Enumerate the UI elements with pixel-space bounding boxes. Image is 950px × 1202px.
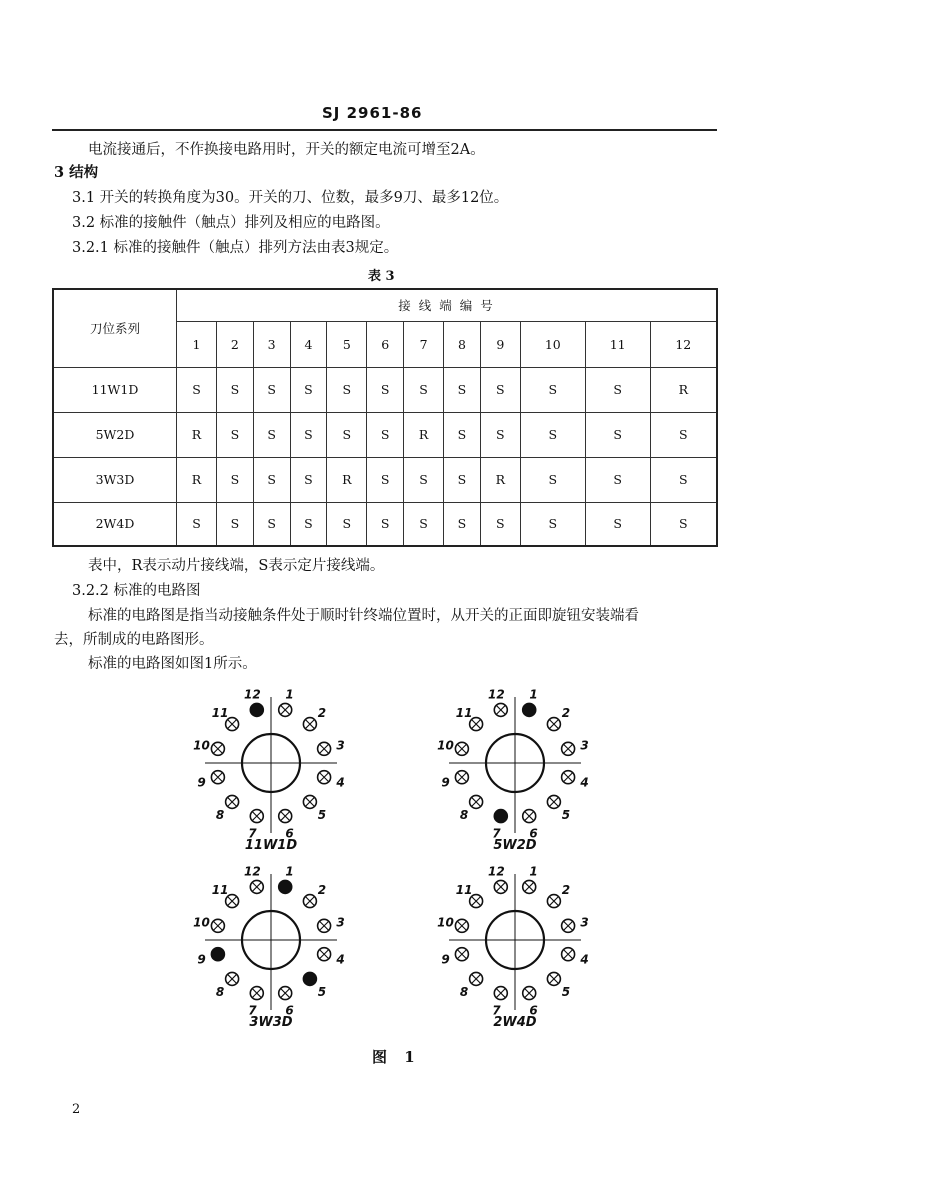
circuit-diagram-3w3d [183,860,373,1030]
column-header: 11 [585,321,650,367]
row-header: 11W1D [53,367,177,412]
terminal-number: 12 [488,687,505,702]
table-row [53,412,717,457]
terminal-number: 7 [492,826,501,841]
table-cell: S [327,367,367,412]
terminal-number: 11 [211,883,229,898]
terminal-number: 2 [317,883,327,898]
terminal-number: 1 [285,864,294,879]
standard-number: SJ 2961-86 [322,104,423,122]
terminal-number: 2 [561,706,571,721]
clause-3-2: 3.2 标准的接触件（触点）排列及相应的电路图。 [72,215,390,231]
table-group-header: 接 线 端 编 号 [177,289,718,321]
table-note: 表中，R表示动片接线端，S表示定片接线端。 [88,558,385,574]
table-cell: S [177,502,217,546]
diagram-label: 2W4D [493,1015,537,1030]
terminal-number: 8 [459,807,469,822]
table-cell: S [444,502,481,546]
circuit-diagram-svg [427,683,617,853]
column-header: 7 [404,321,444,367]
column-header: 8 [444,321,481,367]
moving-terminal [303,972,316,985]
table-cell: S [290,367,327,412]
terminal-number: 4 [580,775,589,790]
terminal-number: 10 [193,738,210,753]
table-caption: 表 3 [368,269,395,284]
table-cell: S [650,412,717,457]
terminal-number: 12 [244,687,261,702]
table-cell: S [444,457,481,502]
table-corner: 刀位系列 [53,289,177,367]
terminal-number: 6 [529,1003,538,1018]
table-cell: S [327,502,367,546]
header-rule [52,129,717,131]
figure-caption: 图 1 [372,1048,421,1066]
table-cell: S [480,412,520,457]
terminal-number: 10 [437,738,454,753]
terminal-number: 6 [285,1003,294,1018]
clause-3-1: 3.1 开关的转换角度为30。开关的刀、位数，最多9刀、最多12位。 [72,190,509,206]
table-cell: S [404,502,444,546]
terminal-number: 9 [197,775,206,790]
terminal-number: 3 [336,915,345,930]
column-header: 10 [520,321,585,367]
row-header: 5W2D [53,412,177,457]
table-cell: S [650,457,717,502]
terminal-number: 11 [455,883,473,898]
table-cell: S [253,367,290,412]
terminal-number: 12 [244,864,261,879]
table-cell: S [253,457,290,502]
table-cell: S [520,457,585,502]
page-number: 2 [72,1102,81,1117]
table-cell: S [404,367,444,412]
terminal-number: 4 [336,952,345,967]
moving-terminal [494,810,507,823]
terminal-number: 9 [441,952,450,967]
moving-terminal [523,703,536,716]
circuit-diagram-5w2d [427,683,617,853]
terminal-number: 5 [561,807,571,822]
table-cell: S [217,367,254,412]
column-header: 1 [177,321,217,367]
table-cell: R [177,457,217,502]
terminal-number: 11 [211,706,229,721]
column-header: 3 [253,321,290,367]
table-cell: S [520,502,585,546]
table-cell: S [585,367,650,412]
circuit-diagram-svg [427,860,617,1030]
diagram-label: 5W2D [493,838,537,853]
column-header: 12 [650,321,717,367]
clause-3-2-2: 3.2.2 标准的电路图 [72,583,201,599]
terminal-number: 2 [561,883,571,898]
terminal-number: 9 [197,952,206,967]
terminal-number: 6 [529,826,538,841]
terminal-number: 9 [441,775,450,790]
column-header: 5 [327,321,367,367]
table-cell: S [327,412,367,457]
terminal-number: 7 [248,1003,257,1018]
table-cell: R [480,457,520,502]
table-cell: S [480,367,520,412]
paragraph-line: 标准的电路图是指当动接触条件处于顺时针终端位置时，从开关的正面即旋钮安装端看 [88,608,639,624]
terminal-number: 12 [488,864,505,879]
circuit-diagram-2w4d [427,860,617,1030]
table-row [53,457,717,502]
terminal-number: 7 [248,826,257,841]
terminal-number: 10 [193,915,210,930]
table-cell: S [290,412,327,457]
terminal-number: 4 [336,775,345,790]
terminal-number: 11 [455,706,473,721]
table-cell: S [253,502,290,546]
moving-terminal [279,880,292,893]
section-heading: 3 结构 [54,164,99,181]
paragraph-line: 电流接通后，不作换接电路用时，开关的额定电流可增至2A。 [88,142,485,158]
table-cell: S [520,412,585,457]
row-header: 2W4D [53,502,177,546]
column-header: 6 [367,321,404,367]
moving-terminal [250,703,263,716]
terminal-number: 8 [215,984,225,999]
table-cell: S [367,412,404,457]
paragraph-line: 去，所制成的电路图形。 [54,632,214,648]
column-header: 9 [480,321,520,367]
table-cell: S [217,412,254,457]
table-cell: S [253,412,290,457]
table-cell: R [177,412,217,457]
terminal-number: 2 [317,706,327,721]
terminal-number: 8 [215,807,225,822]
terminal-number: 5 [317,807,327,822]
circuit-diagram-svg [183,683,373,853]
table-cell: S [290,457,327,502]
terminal-number: 8 [459,984,469,999]
table-cell: S [520,367,585,412]
table-cell: S [444,412,481,457]
column-header: 4 [290,321,327,367]
table-row [53,367,717,412]
diagram-label: 3W3D [249,1015,293,1030]
terminal-number: 3 [580,738,589,753]
terminal-number: 7 [492,1003,501,1018]
terminal-number: 3 [336,738,345,753]
terminal-table [52,288,718,547]
clause-3-2-1: 3.2.1 标准的接触件（触点）排列方法由表3规定。 [72,240,399,256]
table-cell: S [650,502,717,546]
table-cell: S [290,502,327,546]
table-cell: R [327,457,367,502]
terminal-number: 1 [285,687,294,702]
table-cell: S [480,502,520,546]
table-cell: S [585,502,650,546]
terminal-number: 6 [285,826,294,841]
diagram-label: 11W1D [244,838,298,853]
circuit-diagram-11w1d [183,683,373,853]
moving-terminal [211,948,224,961]
terminal-number: 1 [529,687,538,702]
table-cell: S [367,367,404,412]
table-cell: S [367,457,404,502]
table-cell: S [404,457,444,502]
table-cell: S [217,502,254,546]
table-cell: S [177,367,217,412]
table-cell: S [444,367,481,412]
terminal-number: 5 [561,984,571,999]
table-cell: S [217,457,254,502]
terminal-number: 10 [437,915,454,930]
circuit-diagram-svg [183,860,373,1030]
table-cell: R [404,412,444,457]
paragraph-line: 标准的电路图如图1所示。 [88,656,257,672]
table-cell: R [650,367,717,412]
table-cell: S [367,502,404,546]
column-header: 2 [217,321,254,367]
terminal-number: 5 [317,984,327,999]
table-cell: S [585,457,650,502]
terminal-number: 4 [580,952,589,967]
terminal-number: 1 [529,864,538,879]
table-row [53,502,717,546]
row-header: 3W3D [53,457,177,502]
table-cell: S [585,412,650,457]
terminal-number: 3 [580,915,589,930]
